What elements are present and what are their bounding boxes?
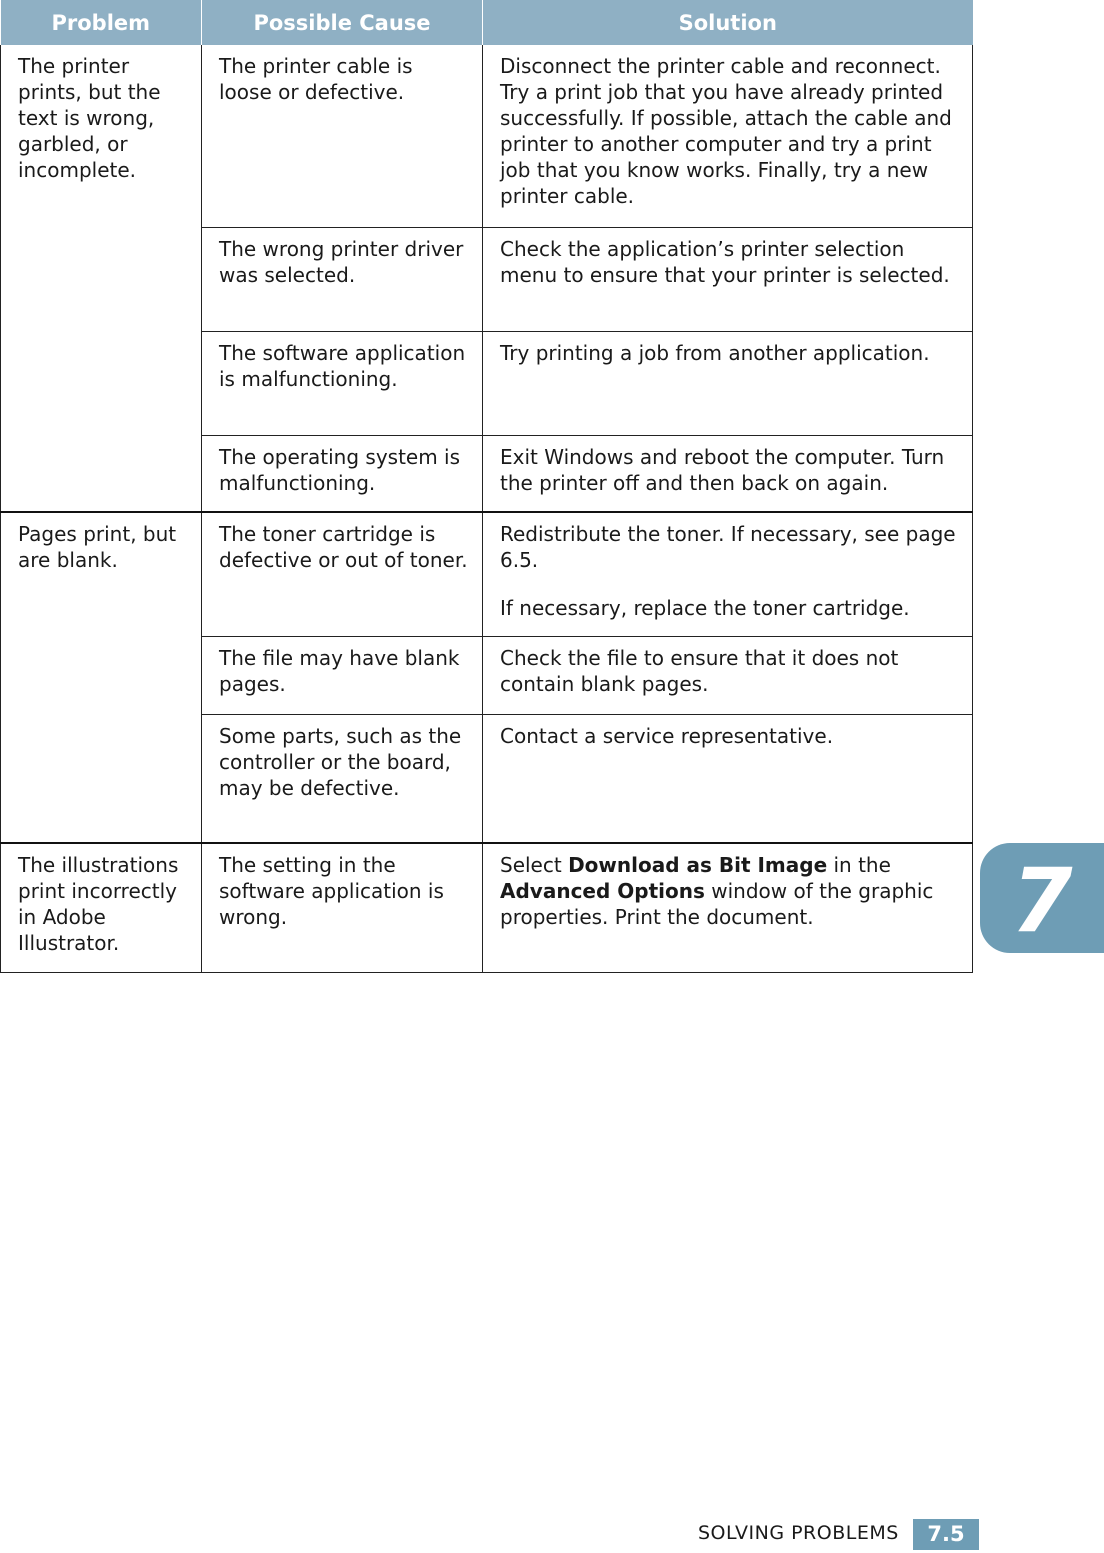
solution-cell: Exit Windows and reboot the computer. Turn the printer off and then back on again. [483, 435, 973, 512]
solution-text: Select [500, 853, 569, 877]
cause-cell: The operating system is malfunctioning. [202, 435, 483, 512]
solution-text: window of the graphic properties. Print the document. [500, 879, 934, 929]
solution-cell [483, 512, 973, 636]
solution-cell: Contact a service representative. [483, 714, 973, 843]
solution-cell: Try printing a job from another application. [483, 331, 973, 435]
solution-text: in the [827, 853, 891, 877]
chapter-number: 7 [1011, 849, 1073, 952]
solution-text-extra: If necessary, replace the toner cartridge. [500, 596, 910, 620]
cause-cell: The setting in the software application is wrong. [202, 843, 483, 972]
problem-cell: The printer prints, but the text is wrong, garbled, or incomplete. [1, 45, 202, 512]
chapter-tab [980, 843, 1104, 953]
footer-page-number: 7.5 [913, 1519, 979, 1550]
solution-cell: Check the file to ensure that it does not contain blank pages. [483, 636, 973, 714]
solution-cell: Disconnect the printer cable and reconnect. Try a print job that you have already printed successfully. If possible, attach the cable and printer to another computer and try a print job that you know works. Finally, try a new printer cable. [483, 45, 973, 227]
cause-cell: The toner cartridge is defective or out of toner. [202, 512, 483, 636]
table-header-row [1, 0, 973, 45]
cause-cell: The wrong printer driver was selected. [202, 227, 483, 331]
problem-cell: Pages print, but are blank. [1, 512, 202, 843]
header-solution: Solution [483, 0, 973, 45]
table-row [1, 843, 973, 972]
header-problem: Problem [1, 0, 202, 45]
cause-cell: The software application is malfunctioning. [202, 331, 483, 435]
solution-text: Redistribute the toner. If necessary, see page 6.5. [500, 522, 956, 572]
table-row [1, 45, 973, 227]
cause-cell: The file may have blank pages. [202, 636, 483, 714]
cause-cell: Some parts, such as the controller or the board, may be defective. [202, 714, 483, 843]
solution-cell [483, 843, 973, 972]
header-possible-cause: Possible Cause [202, 0, 483, 45]
option-advanced-options: Advanced Options [500, 879, 705, 903]
problem-cell: The illustrations print incorrectly in Adobe Illustrator. [1, 843, 202, 972]
table-row [1, 512, 973, 636]
cause-cell: The printer cable is loose or defective. [202, 45, 483, 227]
solution-cell: Check the application’s printer selection menu to ensure that your printer is selected. [483, 227, 973, 331]
option-download-as-bit-image: Download as Bit Image [568, 853, 828, 877]
footer-section-title: SOLVING PROBLEMS [698, 1522, 899, 1544]
